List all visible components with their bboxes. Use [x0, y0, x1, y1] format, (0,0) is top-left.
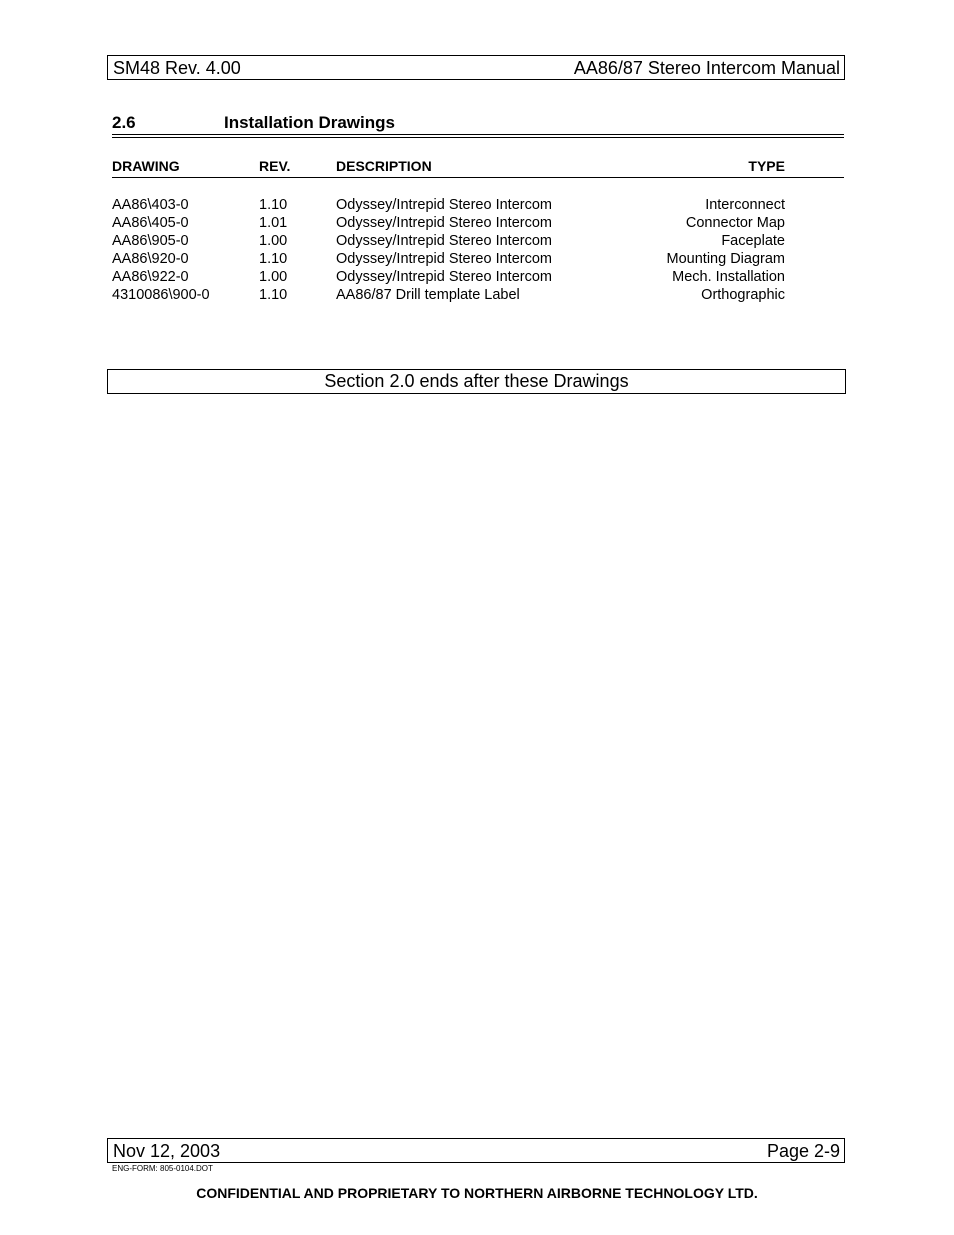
footer-date: Nov 12, 2003: [113, 1141, 221, 1161]
page-footer: [107, 1138, 845, 1163]
drawing-description: Odyssey/Intrepid Stereo Intercom: [336, 233, 552, 249]
drawing-rev: 1.10: [259, 287, 288, 303]
column-header-drawing: DRAWING: [112, 158, 180, 174]
drawing-description: Odyssey/Intrepid Stereo Intercom: [336, 215, 552, 231]
header-document-number: SM48 Rev. 4.00: [113, 58, 241, 78]
drawing-type: Faceplate: [721, 233, 785, 249]
drawing-number: AA86\922-0: [112, 269, 189, 285]
table-row: [112, 268, 844, 286]
drawing-rev: 1.00: [259, 233, 288, 249]
drawing-description: Odyssey/Intrepid Stereo Intercom: [336, 269, 552, 285]
drawing-rev: 1.01: [259, 215, 288, 231]
drawing-number: AA86\920-0: [112, 251, 189, 267]
drawing-number: AA86\405-0: [112, 215, 189, 231]
section-end-notice: Section 2.0 ends after these Drawings: [107, 369, 846, 394]
section-number: 2.6: [112, 113, 136, 132]
column-header-description: DESCRIPTION: [336, 158, 432, 174]
drawing-rev: 1.10: [259, 251, 288, 267]
form-identifier: ENG-FORM: 805-0104.DOT: [112, 1164, 213, 1173]
drawing-type: Mech. Installation: [672, 269, 785, 285]
section-title: Installation Drawings: [224, 113, 395, 132]
drawing-rev: 1.10: [259, 197, 288, 213]
table-row: [112, 214, 844, 232]
confidential-notice: CONFIDENTIAL AND PROPRIETARY TO NORTHERN AIRBORNE TECHNOLOGY LTD.: [196, 1185, 758, 1201]
drawing-type: Connector Map: [685, 215, 785, 231]
table-row: [112, 250, 844, 268]
drawing-description: AA86/87 Drill template Label: [336, 287, 520, 303]
drawing-number: 4310086\900-0: [112, 287, 210, 303]
drawings-table-header: [112, 158, 844, 178]
footer-page-number: Page 2-9: [766, 1141, 840, 1161]
header-manual-title: AA86/87 Stereo Intercom Manual: [573, 58, 840, 78]
drawing-type: Orthographic: [701, 287, 785, 303]
drawing-description: Odyssey/Intrepid Stereo Intercom: [336, 197, 552, 213]
heading-double-rule: [112, 134, 844, 138]
column-header-rev: REV.: [259, 158, 291, 174]
table-row: [112, 232, 844, 250]
drawing-rev: 1.00: [259, 269, 288, 285]
drawing-number: AA86\905-0: [112, 233, 189, 249]
drawing-description: Odyssey/Intrepid Stereo Intercom: [336, 251, 552, 267]
drawings-table-body: [112, 196, 844, 304]
page-header: [107, 55, 845, 80]
drawing-number: AA86\403-0: [112, 197, 189, 213]
column-header-type: TYPE: [748, 158, 785, 174]
drawing-type: Mounting Diagram: [666, 251, 785, 267]
table-row: [112, 286, 844, 304]
drawing-type: Interconnect: [705, 197, 785, 213]
table-row: [112, 196, 844, 214]
